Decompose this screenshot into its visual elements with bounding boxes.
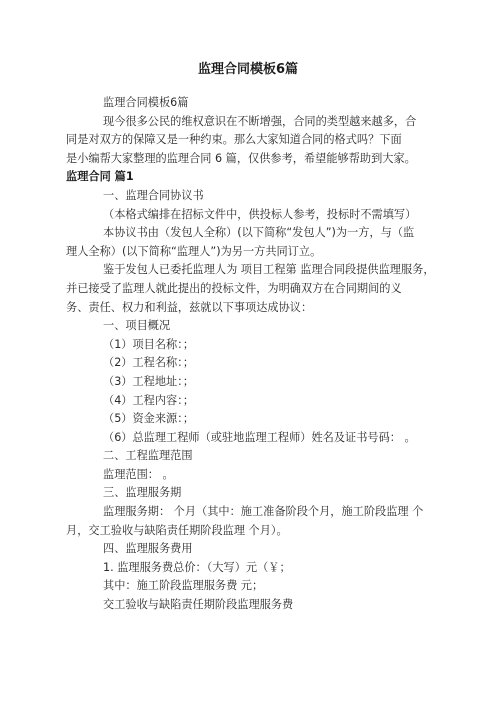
body-line: 鉴于发包人已委托监理人为 项目工程第 监理合同段提供监理服务， <box>103 263 435 277</box>
body-line: 是小编帮大家整理的监理合同 6 篇，仅供参考，希望能够帮助到大家。 <box>66 151 416 165</box>
body-line: 同是对双方的保障又是一种约束。那么大家知道合同的格式吗？下面 <box>66 133 402 147</box>
body-line: 监理合同 篇1 <box>66 170 134 184</box>
document-title: 监理合同模板6篇 <box>197 62 299 77</box>
body-line: （5）资金来源：； <box>103 412 195 426</box>
body-line: 一、项目概况 <box>103 319 171 333</box>
body-line: （1）项目名称：； <box>103 337 195 351</box>
body-line: （本格式编排在招标文件中，供投标人参考，投标时不需填写） <box>103 207 417 221</box>
document-body <box>66 94 435 615</box>
body-line: 理人全称）(以下简称“监理人”)为另一方共同订立。 <box>66 244 322 258</box>
body-line: 监理范围： 。 <box>103 467 174 481</box>
body-line: 月，交工验收与缺陷责任期阶段监理 个月）。 <box>66 523 288 537</box>
body-line: 二、工程监理范围 <box>103 449 193 463</box>
body-line: （2）工程名称：； <box>103 356 195 370</box>
body-line: （3）工程地址：； <box>103 374 195 388</box>
body-line: 并已接受了监理人就此提出的投标文件，为明确双方在合同期间的义 <box>66 281 402 295</box>
body-line: 交工验收与缺陷责任期阶段监理服务费 <box>103 598 294 612</box>
body-line: 监理服务期： 个月（其中：施工准备阶段个月，施工阶段监理 个 <box>103 505 424 519</box>
body-line: 现今很多公民的维权意识在不断增强，合同的类型越来越多，合 <box>103 114 417 128</box>
body-line: 1. 监理服务费总价：（大写）元（￥； <box>103 560 291 574</box>
body-line: 四、监理服务费用 <box>103 542 193 556</box>
body-line: 监理合同模板6篇 <box>103 96 189 109</box>
body-line: （6）总监理工程师（或驻地监理工程师）姓名及证书号码： 。 <box>103 430 416 444</box>
body-line: （4）工程内容：； <box>103 393 195 407</box>
body-line: 一、监理合同协议书 <box>103 188 204 202</box>
body-line: 其中：施工阶段监理服务费 元； <box>103 579 264 593</box>
body-line: 三、监理服务期 <box>103 486 182 500</box>
body-line: 务、责任、权力和利益，兹就以下事项达成协议： <box>66 300 313 314</box>
body-line: 本协议书由（发包人全称）(以下简称“发包人”)为一方，与（监 <box>103 226 415 240</box>
